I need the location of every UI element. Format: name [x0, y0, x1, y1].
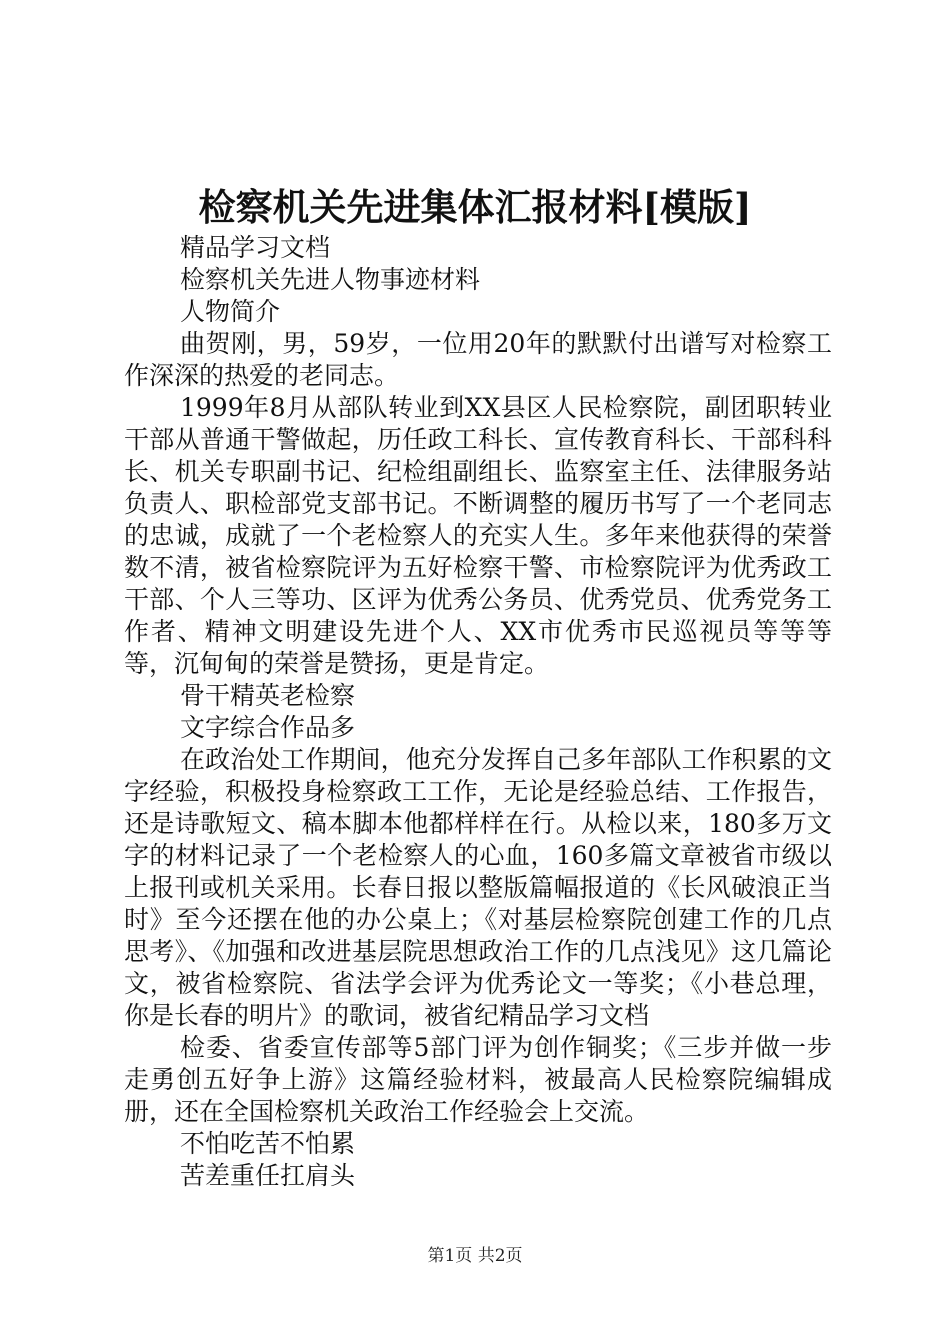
page-footer: 第1页 共2页 — [427, 1246, 523, 1266]
paragraph: 人物简介 — [180, 297, 281, 326]
paragraph: 1999年8月从部队转业到XX县区人民检察院，副团职转业干部从普通干警做起，历任政工科长、宣传教育科长、干部科科长、机关专职副书记、纪检组副组长、监察室主任、法律服务站负责人、职检部党支部书记。不断调整的履历书写了一个老同志的忠诚，成就了一个老检察人的充实人生。多年来他获得的荣誉数不清，被省检察院评为五好检察干警、市检察院评为优秀政工干部、个人三等功、区评为优秀公务员、优秀党员、优秀党务工作者、精神文明建设先进个人、XX市优秀市民巡视员等等等等，沉甸甸的荣誉是赞扬，更是肯定。 — [124, 393, 832, 678]
document-title: 检察机关先进集体汇报材料[模版] — [198, 185, 752, 229]
paragraph: 检委、省委宣传部等5部门评为创作铜奖；《三步并做一步走勇创五好争上游》这篇经验材料，被最高人民检察院编辑成册，还在全国检察机关政治工作经验会上交流。 — [124, 1033, 832, 1126]
paragraph: 精品学习文档 — [180, 233, 331, 262]
paragraph: 检察机关先进人物事迹材料 — [180, 265, 481, 294]
paragraph: 文字综合作品多 — [180, 713, 356, 742]
paragraph: 在政治处工作期间，他充分发挥自己多年部队工作积累的文字经验，积极投身检察政工工作，无论是经验总结、工作报告，还是诗歌短文、稿本脚本他都样样在行。从检以来，180多万文字的材料记录了一个老检察人的心血，160多篇文章被省市级以上报刊或机关采用。长春日报以整版篇幅报道的《长风破浪正当时》至今还摆在他的办公桌上；《对基层检察院创建工作的几点思考》、《加强和改进基层院思想政治工作的几点浅见》这几篇论文，被省检察院、省法学会评为优秀论文一等奖；《小巷总理，你是长春的明片》的歌词，被省纪精品学习文档 — [124, 745, 832, 1030]
paragraph: 曲贺刚，男，59岁，一位用20年的默默付出谱写对检察工作深深的热爱的老同志。 — [124, 329, 832, 390]
paragraph: 不怕吃苦不怕累 — [180, 1129, 356, 1158]
document-body — [124, 232, 832, 1192]
paragraph: 苦差重任扛肩头 — [180, 1161, 356, 1190]
paragraph: 骨干精英老检察 — [180, 681, 356, 710]
